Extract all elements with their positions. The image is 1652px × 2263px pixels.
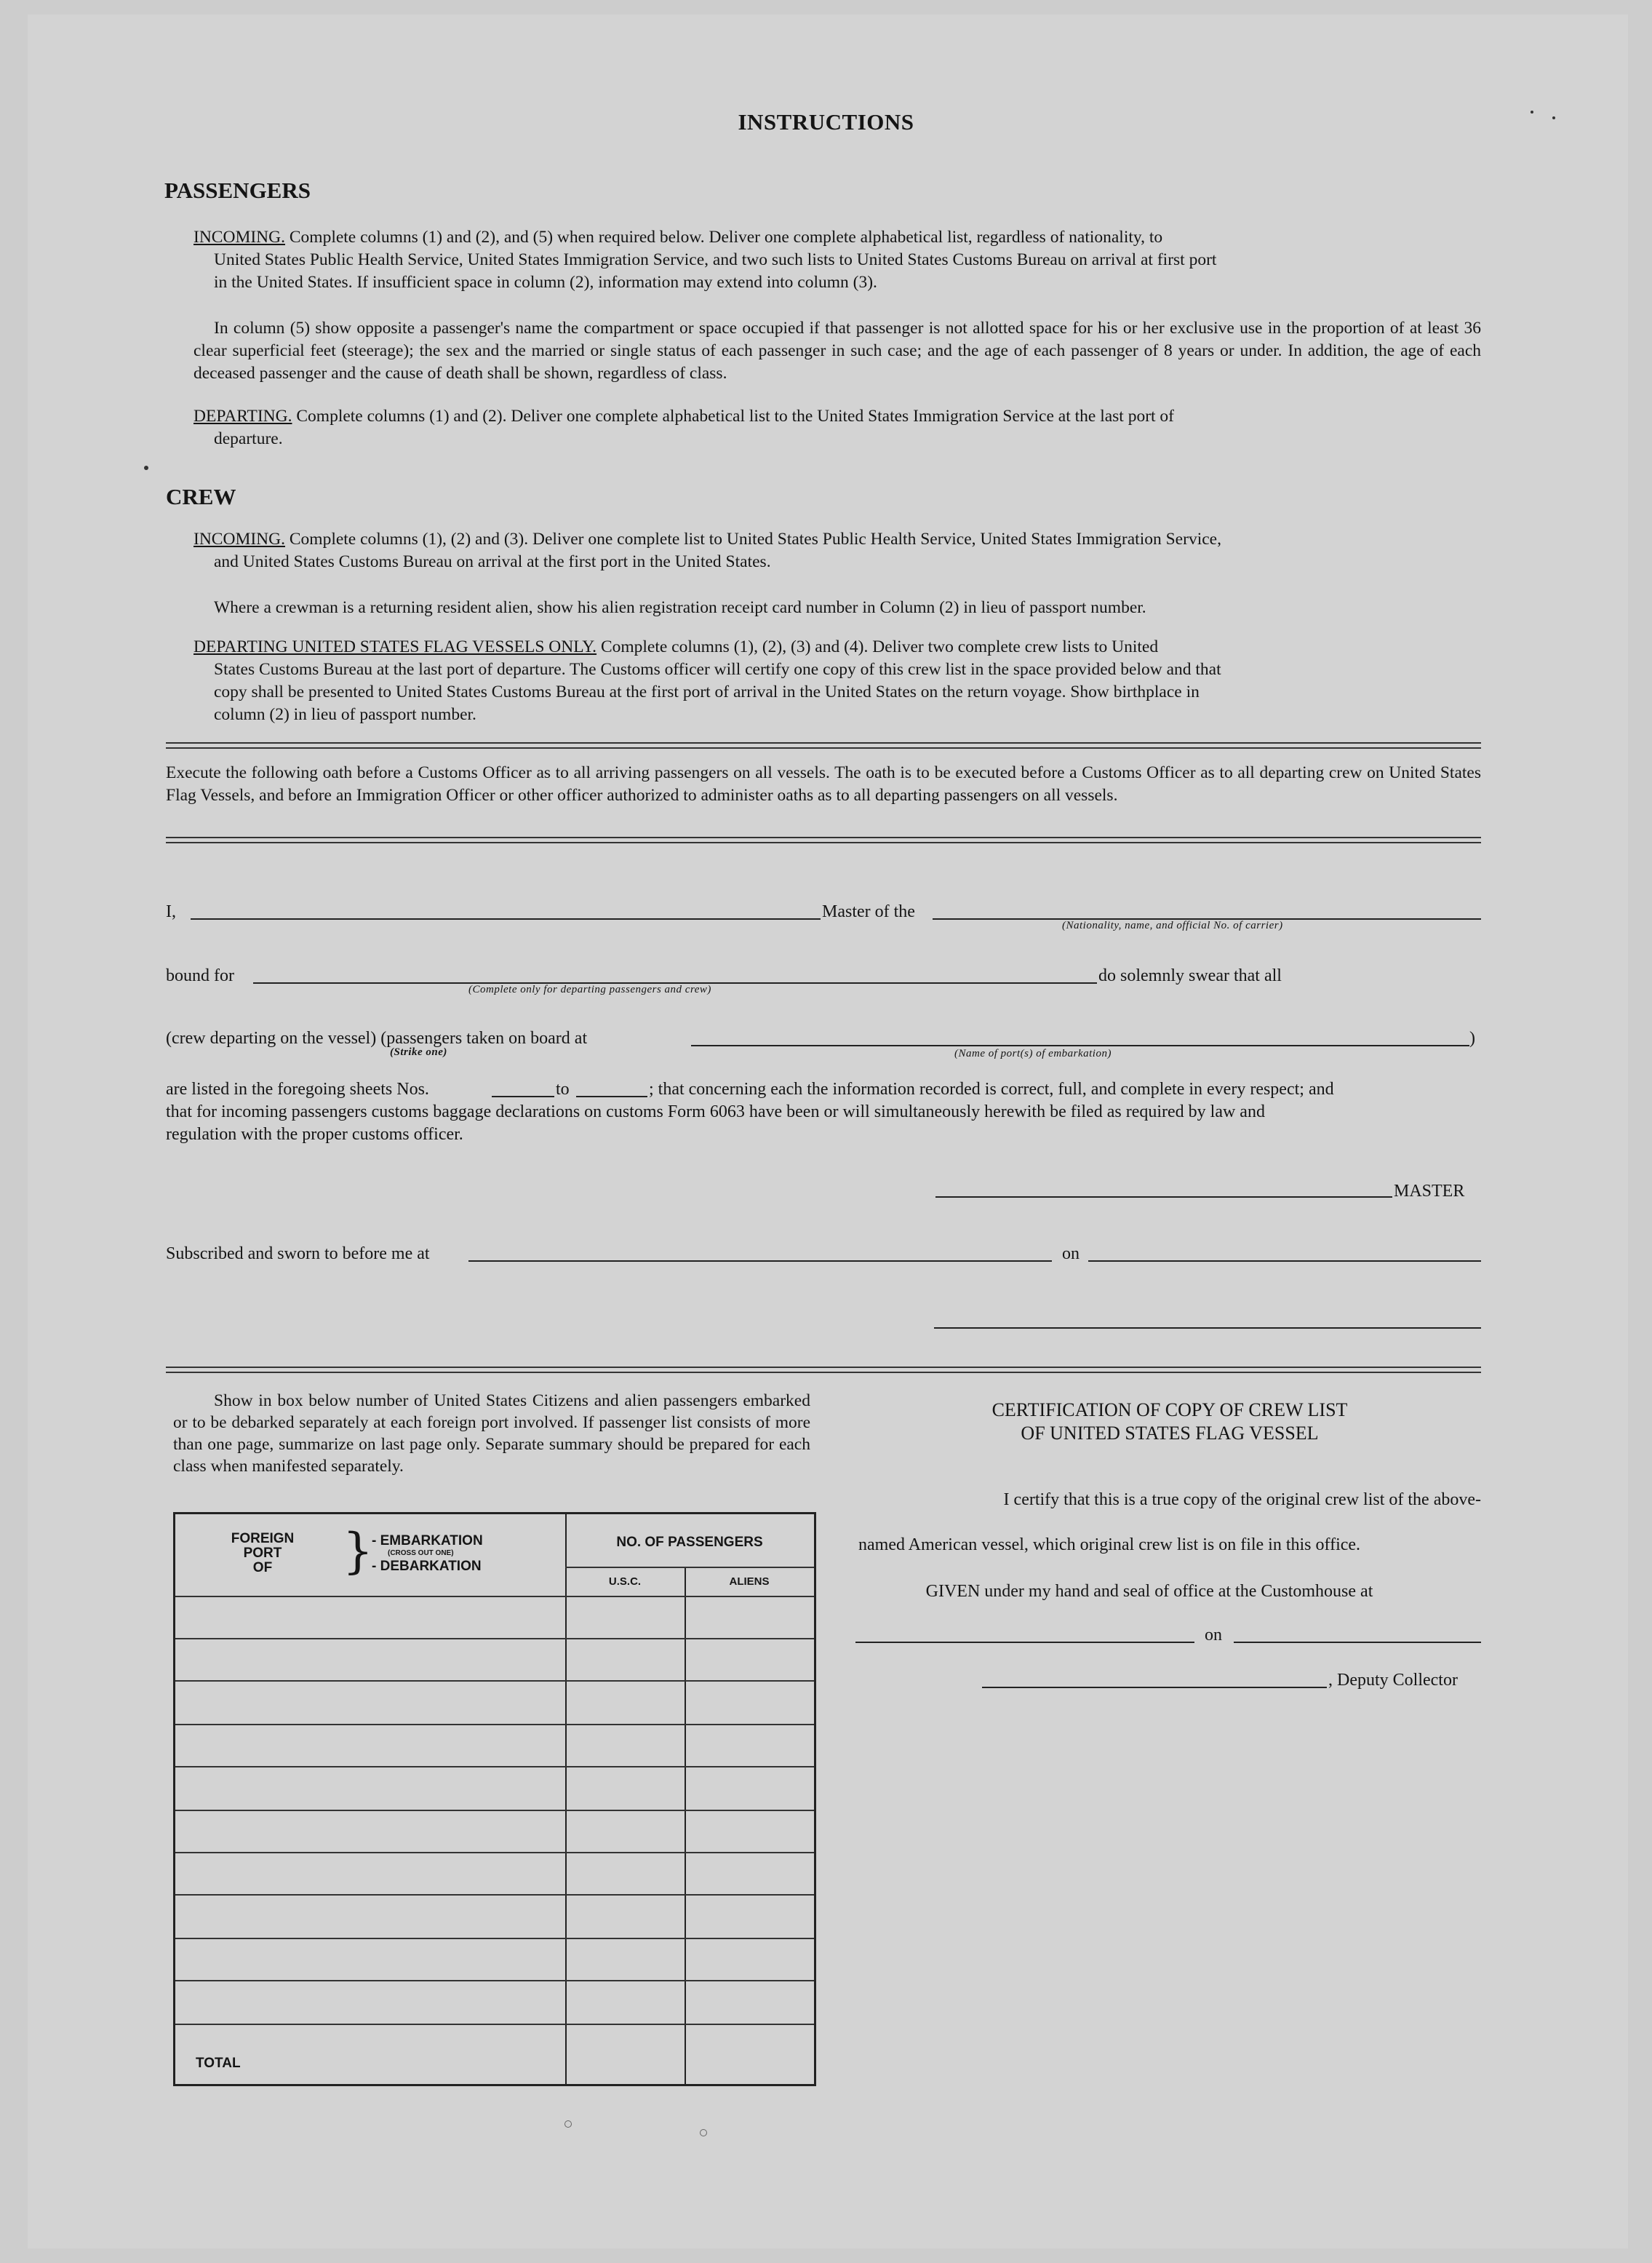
crew-departing-line2: States Customs Bureau at the last port of departure. The Customs officer will certify one copy of this crew list in the space provided below and that: [214, 660, 1221, 679]
master-label: MASTER: [1394, 1182, 1465, 1201]
foreign-port-of-header: FOREIGN PORT OF: [231, 1531, 295, 1575]
bound-for-label: bound for: [166, 966, 234, 985]
usc-header: U.S.C.: [608, 1575, 642, 1588]
certification-title: CERTIFICATION OF COPY OF CREW LIST OF UNITED STATES FLAG VESSEL: [991, 1399, 1348, 1444]
close-paren: ): [1469, 1029, 1475, 1048]
listed-line3: regulation with the proper customs officer.: [166, 1125, 463, 1144]
double-rule: [166, 742, 1481, 749]
passengers-departing-label: DEPARTING.: [193, 407, 292, 426]
aliens-header: ALIENS: [729, 1575, 770, 1588]
sworn-on-label: on: [1062, 1244, 1080, 1263]
crew-heading: CREW: [166, 484, 236, 509]
oath-i: I,: [166, 902, 176, 921]
double-rule: [166, 837, 1481, 843]
debarkation-option[interactable]: - DEBARKATION: [372, 1559, 482, 1574]
passengers-incoming-line1: INCOMING. Complete columns (1) and (2), and (5) when required below. Deliver one complete alphabetical list, regardless of nationality, to: [193, 228, 1163, 247]
sworn-place-line[interactable]: [468, 1260, 1052, 1262]
cert-on-label: on: [1205, 1626, 1222, 1644]
passengers-heading: PASSENGERS: [164, 178, 311, 203]
passengers-incoming-line2: United States Public Health Service, United States Immigration Service, and two such lists to United States Customs Bureau on arrival at first port: [214, 250, 1217, 269]
customhouse-line[interactable]: [855, 1642, 1194, 1643]
crew-departing-line3: copy shall be presented to United States Customs Bureau at the first port of arrival in the United States on the return voyage. Show birthplace in: [214, 683, 1200, 701]
certification-line3: GIVEN under my hand and seal of office at the Customhouse at: [925, 1582, 1373, 1601]
listed-text-b: ; that concerning each the information recorded is correct, full, and complete in every respect; and: [649, 1080, 1334, 1099]
bound-for-caption: (Complete only for departing passengers and crew): [468, 984, 711, 995]
crew-departing-line4: column (2) in lieu of passport number.: [214, 705, 476, 724]
master-of-the-label: Master of the: [822, 902, 915, 921]
passengers-incoming-label: INCOMING.: [193, 228, 285, 247]
crew-alien-note: Where a crewman is a returning resident alien, show his alien registration receipt card number in Column (2) in lieu of passport number.: [214, 598, 1146, 617]
double-rule: [166, 1367, 1481, 1373]
summary-instructions: Show in box below number of United States Citizens and alien passengers embarked or to be debarked separately at each foreign port involved. If passenger list consists of more than one page, summarize on last page only. Separate summary should be prepared for each class when manifested separately.: [173, 1391, 810, 1476]
cert-date-line[interactable]: [1234, 1642, 1481, 1643]
listed-text-a: are listed in the foregoing sheets Nos.: [166, 1080, 429, 1099]
passenger-summary-table: [173, 1512, 816, 2086]
certification-line2: named American vessel, which original crew list is on file in this office.: [858, 1535, 1361, 1554]
scan-speck: [144, 466, 148, 470]
embarkation-option[interactable]: - EMBARKATION: [372, 1533, 483, 1548]
listed-to: to: [556, 1080, 570, 1099]
sheet-from-line[interactable]: [492, 1096, 554, 1097]
swear-text: do solemnly swear that all: [1098, 966, 1282, 985]
sworn-date-line[interactable]: [1088, 1260, 1481, 1262]
crew-departing-label: DEPARTING UNITED STATES FLAG VESSELS ONLY.: [193, 637, 597, 656]
no-of-passengers-header: NO. OF PASSENGERS: [616, 1535, 763, 1550]
deputy-collector-label: , Deputy Collector: [1328, 1671, 1458, 1690]
oath-intro: Execute the following oath before a Customs Officer as to all arriving passengers on all vessels. The oath is to be executed before a Customs Officer as to all departing crew on United States Flag Vessels, and before an Immigration Officer or other officer authorized to administer oaths as to all departing passengers on all vessels.: [166, 763, 1481, 805]
deputy-signature-line[interactable]: [982, 1687, 1327, 1688]
sheet-to-line[interactable]: [576, 1096, 647, 1097]
page-title: INSTRUCTIONS: [738, 109, 914, 135]
crew-incoming-label: INCOMING.: [193, 530, 285, 549]
brace: }: [343, 1523, 373, 1579]
scan-ring: [700, 2129, 707, 2136]
passengers-departing-line2: departure.: [214, 429, 283, 448]
scan-speck: [1552, 116, 1555, 119]
listed-line2: that for incoming passengers customs baggage declarations on customs Form 6063 have been or will simultaneously herewith be filed as required by law and: [166, 1102, 1265, 1121]
certification-line1: I certify that this is a true copy of the original crew list of the above-: [1003, 1490, 1481, 1509]
officer-signature-line[interactable]: [934, 1327, 1481, 1329]
port-line[interactable]: [691, 1045, 1469, 1046]
subscribed-text: Subscribed and sworn to before me at: [166, 1244, 430, 1263]
scan-ring: [564, 2120, 572, 2128]
passengers-column5-note: In column (5) show opposite a passenger's name the compartment or space occupied if that passenger is not allotted space for his or her exclusive use in the proportion of at least 36 clear superficial feet (steerage); the sex and the married or single status of each passenger in such case; and the age of each passenger of 8 years or under. In addition, the age of each deceased passenger and the cause of death shall be shown, regardless of class.: [193, 319, 1481, 383]
crew-departing-line1: DEPARTING UNITED STATES FLAG VESSELS ONLY. Complete columns (1), (2), (3) and (4). Deliver two complete crew lists to United: [193, 637, 1159, 656]
scan-speck: [1531, 111, 1533, 114]
master-name-line[interactable]: [191, 918, 821, 920]
crew-incoming-line1: INCOMING. Complete columns (1), (2) and (3). Deliver one complete list to United States Public Health Service, United States Immigration Service,: [193, 530, 1221, 549]
crew-passengers-text: (crew departing on the vessel) (passengers taken on board at: [166, 1029, 588, 1048]
carrier-caption: (Nationality, name, and official No. of carrier): [1062, 920, 1283, 931]
crew-incoming-line2: and United States Customs Bureau on arrival at the first port in the United States.: [214, 552, 771, 571]
passengers-departing-line1: DEPARTING. Complete columns (1) and (2). Deliver one complete alphabetical list to the United States Immigration Service at the last port of: [193, 407, 1175, 426]
total-label: TOTAL: [196, 2056, 241, 2071]
port-caption: (Name of port(s) of embarkation): [954, 1048, 1112, 1059]
strike-one-caption: (Strike one): [390, 1046, 447, 1058]
master-signature-line[interactable]: [935, 1196, 1392, 1198]
passengers-incoming-line3: in the United States. If insufficient space in column (2), information may extend into column (3).: [214, 273, 877, 292]
cross-out-one-note: (CROSS OUT ONE): [388, 1549, 454, 1557]
